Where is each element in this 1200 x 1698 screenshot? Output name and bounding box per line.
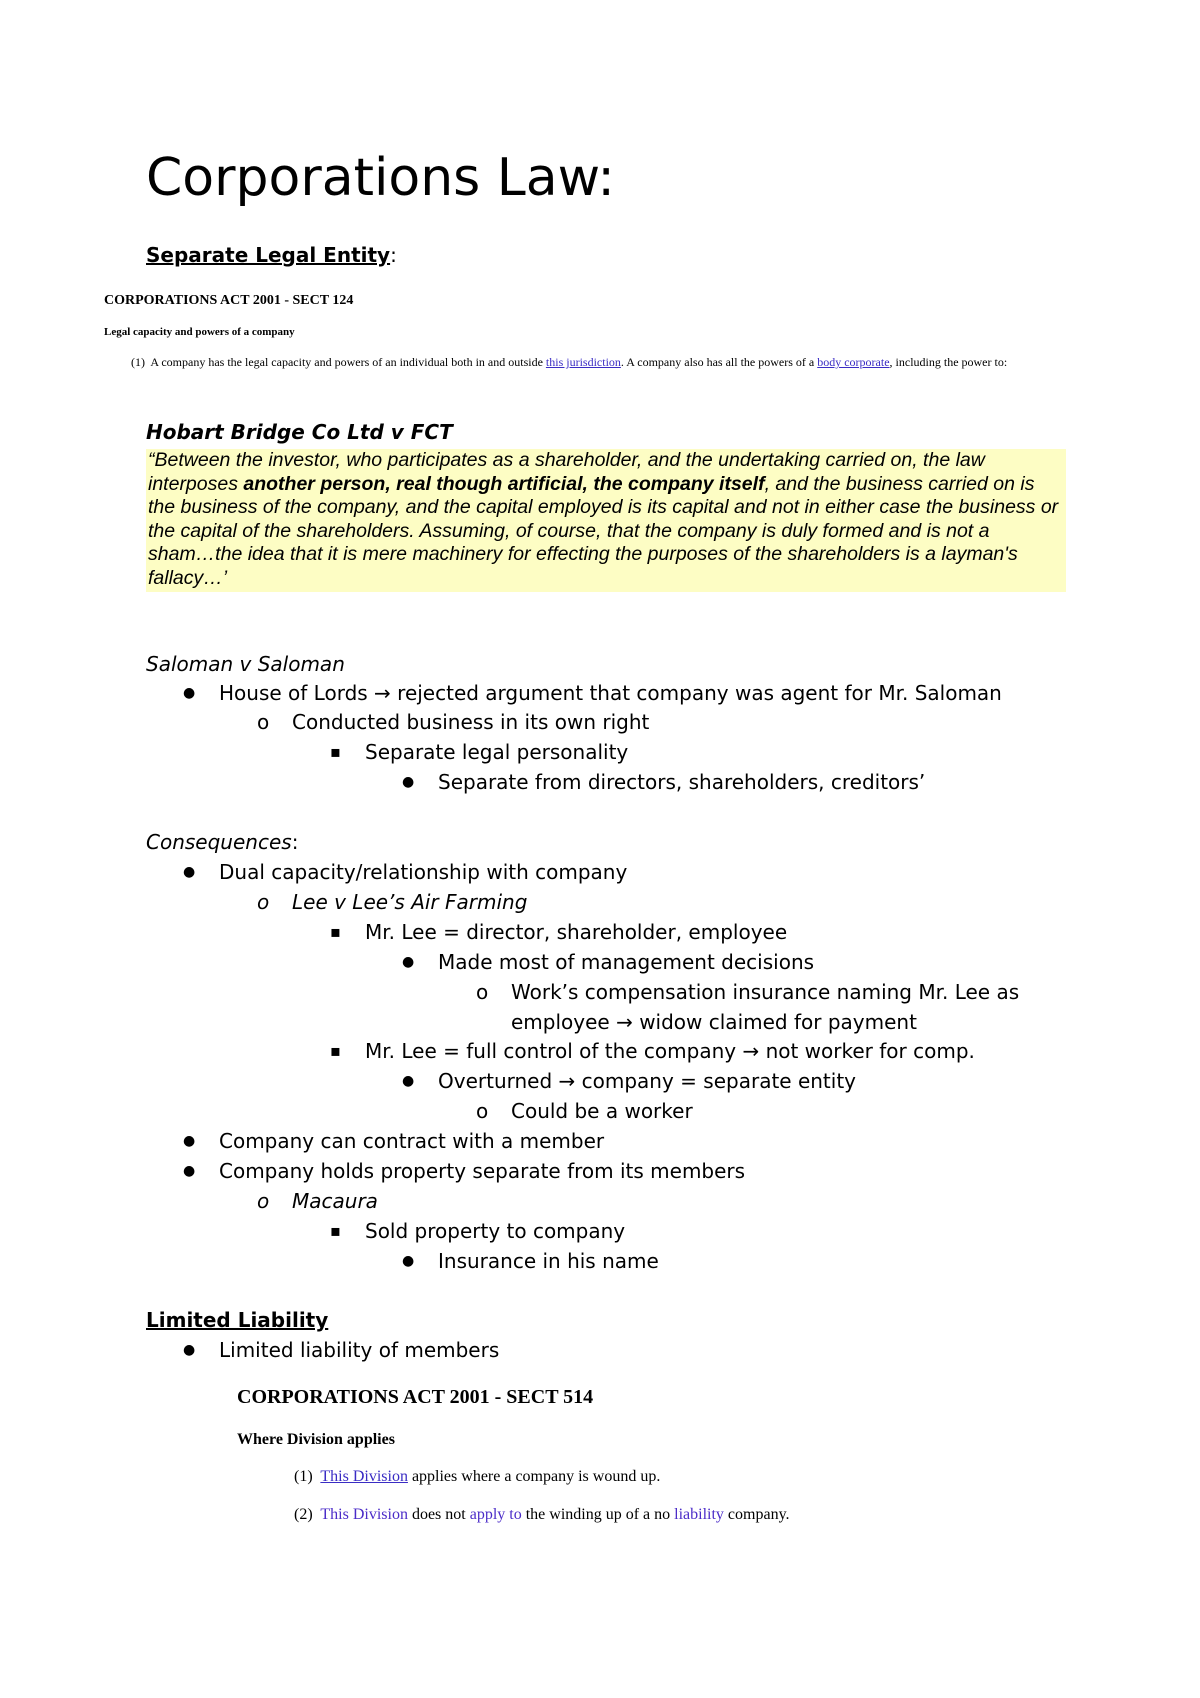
bullet-disc-icon: ● xyxy=(183,1342,196,1358)
paragraph-number: (1) xyxy=(131,355,145,369)
bullet-circle-icon: o xyxy=(257,710,270,734)
act-124-paragraph xyxy=(131,355,1007,370)
bullet-square-icon: ▪ xyxy=(330,1041,341,1060)
bullet-circle-icon: o xyxy=(476,980,489,1004)
case-title-hobart-bridge: Hobart Bridge Co Ltd v FCT xyxy=(146,420,453,444)
bullet-disc-icon: ● xyxy=(183,864,196,880)
quote-text: , and the business carried on is the business of the company, and the capital employed is its capital and not in either case the business or the capital of the shareholders. Assuming, of course, that the company is duly formed and is not a sham…the idea that it is mere machinery for effecting the purposes of the shareholders is a layman's fallacy…’ xyxy=(148,472,1059,589)
list-item: Work’s compensation insurance naming Mr. Lee as xyxy=(511,980,1020,1004)
list-item: Separate from directors, shareholders, creditors’ xyxy=(438,770,926,794)
list-item: Company can contract with a member xyxy=(219,1129,605,1153)
paragraph-text: , including the power to: xyxy=(889,355,1008,369)
paragraph-number: (1) xyxy=(294,1468,313,1485)
bullet-circle-icon: o xyxy=(476,1099,489,1123)
link-this-jurisdiction[interactable]: this jurisdiction xyxy=(545,355,621,369)
bullet-disc-icon: ● xyxy=(402,1253,415,1269)
act-514-subheading: Where Division applies xyxy=(237,1431,395,1448)
list-item: Dual capacity/relationship with company xyxy=(219,860,628,884)
act-514-heading: CORPORATIONS ACT 2001 - SECT 514 xyxy=(237,1386,594,1408)
list-item: Lee v Lee’s Air Farming xyxy=(292,890,528,914)
list-item: Could be a worker xyxy=(511,1099,693,1123)
list-item: Sold property to company xyxy=(365,1219,626,1243)
link-liability[interactable]: liability xyxy=(674,1506,724,1523)
consequences-heading xyxy=(146,828,298,856)
paragraph-text: the winding up of a no xyxy=(521,1506,675,1523)
list-item: Mr. Lee = full control of the company → not worker for comp. xyxy=(365,1039,975,1063)
section-heading-limited-liability xyxy=(146,1306,328,1334)
section-heading-colon: : xyxy=(390,243,397,267)
link-apply-to[interactable]: apply to xyxy=(469,1506,522,1523)
list-item: House of Lords → rejected argument that company was agent for Mr. Saloman xyxy=(219,681,1002,705)
bullet-disc-icon: ● xyxy=(183,1163,196,1179)
link-body-corporate[interactable]: body corporate xyxy=(817,355,890,369)
list-item: Limited liability of members xyxy=(219,1338,500,1362)
list-item: Separate legal personality xyxy=(365,740,629,764)
list-item: Made most of management decisions xyxy=(438,950,815,974)
paragraph-text: does not xyxy=(407,1506,470,1523)
bullet-disc-icon: ● xyxy=(402,954,415,970)
paragraph-text: company. xyxy=(723,1506,790,1523)
list-item: Overturned → company = separate entity xyxy=(438,1069,857,1093)
bullet-disc-icon: ● xyxy=(402,1073,415,1089)
paragraph-text: A company has the legal capacity and powers of an individual both in and outside xyxy=(150,355,543,369)
link-this-division[interactable]: This Division xyxy=(320,1506,408,1523)
act-124-subheading: Legal capacity and powers of a company xyxy=(104,326,295,338)
case-title-saloman: Saloman v Saloman xyxy=(146,652,345,676)
consequences-colon: : xyxy=(291,830,299,854)
highlighted-quote xyxy=(146,449,1066,592)
bullet-square-icon: ▪ xyxy=(330,922,341,941)
consequences-label: Consequences xyxy=(146,830,292,854)
list-item-continuation: employee → widow claimed for payment xyxy=(511,1010,917,1034)
bullet-square-icon: ▪ xyxy=(330,742,341,761)
list-item: Conducted business in its own right xyxy=(292,710,650,734)
bullet-disc-icon: ● xyxy=(183,685,196,701)
paragraph-text: . A company also has all the powers of a xyxy=(620,355,815,369)
section-heading-label: Separate Legal Entity xyxy=(146,243,391,267)
list-item: Insurance in his name xyxy=(438,1249,659,1273)
section-heading-separate-legal-entity xyxy=(146,243,397,267)
bullet-disc-icon: ● xyxy=(402,774,415,790)
bullet-circle-icon: o xyxy=(257,890,270,914)
bullet-square-icon: ▪ xyxy=(330,1221,341,1240)
page-title: Corporations Law: xyxy=(146,148,615,208)
bullet-circle-icon: o xyxy=(257,1189,270,1213)
act-124-heading: CORPORATIONS ACT 2001 - SECT 124 xyxy=(104,293,354,308)
bullet-disc-icon: ● xyxy=(183,1133,196,1149)
list-item: Mr. Lee = director, shareholder, employee xyxy=(365,920,788,944)
paragraph-number: (2) xyxy=(294,1506,313,1523)
list-item: Macaura xyxy=(292,1189,378,1213)
act-514-paragraph-2 xyxy=(294,1506,790,1524)
list-item: Company holds property separate from its members xyxy=(219,1159,746,1183)
link-this-division[interactable]: This Division xyxy=(320,1468,408,1485)
paragraph-text: applies where a company is wound up. xyxy=(407,1468,661,1485)
act-514-paragraph-1 xyxy=(294,1468,660,1486)
quote-text: “Between the investor, who participates as a shareholder, and the undertaking carried on, the law interposes xyxy=(148,449,985,495)
section-heading-label: Limited Liability xyxy=(146,1308,329,1332)
quote-bold-text: another person, real though artificial, the company itself xyxy=(243,472,765,495)
